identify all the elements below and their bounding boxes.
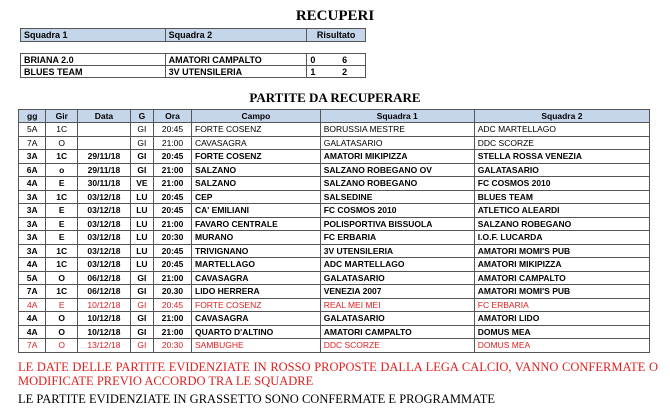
match-row	[19, 285, 650, 299]
g-cell: GI	[130, 136, 153, 150]
ora-cell: 20:30	[154, 231, 192, 245]
campo-cell: MURANO	[192, 231, 321, 245]
match-row	[19, 244, 650, 258]
partite-body	[19, 123, 650, 353]
partite-table	[18, 109, 650, 353]
recuperi-header-row	[21, 29, 366, 42]
gol2-cell: 2	[339, 66, 365, 78]
gg-cell: 3A	[19, 244, 46, 258]
data-cell: 30/11/18	[78, 177, 131, 191]
data-cell: 29/11/18	[78, 150, 131, 164]
campo-cell: MARTELLAGO	[192, 258, 321, 272]
g-cell: GI	[130, 325, 153, 339]
ora-cell: 20:45	[154, 123, 192, 137]
gir-cell: O	[46, 136, 78, 150]
gir-cell: E	[46, 217, 78, 231]
squadra1-cell: GALATASARIO	[320, 136, 474, 150]
gir-cell: O	[46, 271, 78, 285]
data-cell: 10/12/18	[78, 312, 131, 326]
gol1-cell: 0	[307, 54, 339, 66]
gir-cell: o	[46, 163, 78, 177]
squadra2-cell: AMATORI LIDO	[474, 312, 649, 326]
squadra2-cell: BLUES TEAM	[474, 190, 649, 204]
gg-cell: 4A	[19, 258, 46, 272]
g-cell: LU	[130, 258, 153, 272]
squadra1-cell: BLUES TEAM	[21, 66, 166, 78]
gir-cell: 1C	[46, 150, 78, 164]
gir-cell: O	[46, 339, 78, 353]
squadra1-cell: VENEZIA 2007	[320, 285, 474, 299]
squadra2-cell: DOMUS MEA	[474, 325, 649, 339]
match-row	[19, 136, 650, 150]
g-cell: LU	[130, 217, 153, 231]
gg-cell: 7A	[19, 339, 46, 353]
squadra2-cell: ATLETICO ALEARDI	[474, 204, 649, 218]
bold-note: LE PARTITE EVIDENZIATE IN GRASSETTO SONO CONFERMATE E PROGRAMMATE	[18, 392, 496, 406]
header-squadra2: Squadra 2	[165, 29, 307, 42]
gir-cell: E	[46, 231, 78, 245]
gg-cell: 4A	[19, 298, 46, 312]
data-cell	[78, 136, 131, 150]
match-row	[19, 339, 650, 353]
header-ora: Ora	[154, 110, 192, 123]
data-cell: 06/12/18	[78, 285, 131, 299]
squadra1-cell: DDC SCORZE	[320, 339, 474, 353]
recuperi-title: RECUPERI	[295, 8, 375, 24]
g-cell: GI	[130, 150, 153, 164]
campo-cell: FAVARO CENTRALE	[192, 217, 321, 231]
header-data: Data	[78, 110, 131, 123]
header-gg: gg	[19, 110, 46, 123]
squadra2-cell: AMATORI MIKIPIZZA	[474, 258, 649, 272]
campo-cell: FORTE COSENZ	[192, 123, 321, 137]
campo-cell: LIDO HERRERA	[192, 285, 321, 299]
gg-cell: 3A	[19, 150, 46, 164]
gg-cell: 4A	[19, 177, 46, 191]
squadra1-cell: BORUSSIA MESTRE	[320, 123, 474, 137]
match-row	[19, 123, 650, 137]
campo-cell: FORTE COSENZ	[192, 150, 321, 164]
squadra2-cell: SALZANO ROBEGANO	[474, 217, 649, 231]
squadra2-cell: GALATASARIO	[474, 163, 649, 177]
campo-cell: QUARTO D'ALTINO	[192, 325, 321, 339]
squadra1-cell: REAL MEI MEI	[320, 298, 474, 312]
match-row	[19, 217, 650, 231]
ora-cell: 21:00	[154, 136, 192, 150]
g-cell: GI	[130, 298, 153, 312]
g-cell: GI	[130, 312, 153, 326]
ora-cell: 20:45	[154, 298, 192, 312]
ora-cell: 21:00	[154, 163, 192, 177]
gir-cell: 1C	[46, 258, 78, 272]
data-cell: 03/12/18	[78, 244, 131, 258]
squadra2-cell: AMATORI MOMI'S PUB	[474, 244, 649, 258]
squadra2-cell: FC ERBARIA	[474, 298, 649, 312]
match-row	[19, 312, 650, 326]
gg-cell: 4A	[19, 325, 46, 339]
g-cell: GI	[130, 123, 153, 137]
squadra1-cell: ADC MARTELLAGO	[320, 258, 474, 272]
ora-cell: 20:45	[154, 190, 192, 204]
header-gir: Gir	[46, 110, 78, 123]
campo-cell: FORTE COSENZ	[192, 298, 321, 312]
squadra1-cell: 3V UTENSILERIA	[320, 244, 474, 258]
data-cell: 03/12/18	[78, 231, 131, 245]
campo-cell: TRIVIGNANO	[192, 244, 321, 258]
data-cell: 13/12/18	[78, 339, 131, 353]
squadra2-cell: STELLA ROSSA VENEZIA	[474, 150, 649, 164]
ora-cell: 21:00	[154, 312, 192, 326]
match-row	[19, 150, 650, 164]
squadra2-cell: ADC MARTELLAGO	[474, 123, 649, 137]
gg-cell: 3A	[19, 217, 46, 231]
gg-cell: 7A	[19, 136, 46, 150]
data-cell: 03/12/18	[78, 217, 131, 231]
match-row	[19, 258, 650, 272]
gg-cell: 3A	[19, 204, 46, 218]
gir-cell: O	[46, 325, 78, 339]
data-cell: 03/12/18	[78, 190, 131, 204]
gol2-cell: 6	[339, 54, 365, 66]
data-cell	[78, 123, 131, 137]
gir-cell: E	[46, 204, 78, 218]
squadra2-cell: AMATORI CAMPALTO	[165, 54, 307, 66]
squadra1-cell: AMATORI CAMPALTO	[320, 325, 474, 339]
header-risultato: Risultato	[307, 29, 366, 42]
data-cell: 29/11/18	[78, 163, 131, 177]
campo-cell: CAVASAGRA	[192, 312, 321, 326]
gg-cell: 5A	[19, 123, 46, 137]
g-cell: LU	[130, 244, 153, 258]
g-cell: LU	[130, 190, 153, 204]
g-cell: GI	[130, 339, 153, 353]
g-cell: VE	[130, 177, 153, 191]
gg-cell: 7A	[19, 285, 46, 299]
ora-cell: 20.30	[154, 285, 192, 299]
match-row	[19, 298, 650, 312]
squadra2-cell: DOMUS MEA	[474, 339, 649, 353]
gir-cell: 1C	[46, 190, 78, 204]
gir-cell: O	[46, 312, 78, 326]
campo-cell: CA' EMILIANI	[192, 204, 321, 218]
campo-cell: SALZANO	[192, 177, 321, 191]
recuperi-row	[21, 54, 366, 66]
squadra1-cell: POLISPORTIVA BISSUOLA	[320, 217, 474, 231]
gg-cell: 6A	[19, 163, 46, 177]
gg-cell: 5A	[19, 271, 46, 285]
g-cell: LU	[130, 231, 153, 245]
header-squadra1: Squadra 1	[21, 29, 166, 42]
ora-cell: 20:30	[154, 339, 192, 353]
ora-cell: 20:45	[154, 150, 192, 164]
match-row	[19, 163, 650, 177]
squadra1-cell: SALZANO ROBEGANO OV	[320, 163, 474, 177]
data-cell: 03/12/18	[78, 258, 131, 272]
campo-cell: SALZANO	[192, 163, 321, 177]
squadra1-cell: AMATORI MIKIPIZZA	[320, 150, 474, 164]
header-squadra2: Squadra 2	[474, 110, 649, 123]
g-cell: LU	[130, 204, 153, 218]
ora-cell: 21:00	[154, 325, 192, 339]
header-campo: Campo	[192, 110, 321, 123]
match-row	[19, 190, 650, 204]
ora-cell: 20:45	[154, 258, 192, 272]
partite-header-row	[19, 110, 650, 123]
match-row	[19, 271, 650, 285]
gir-cell: E	[46, 177, 78, 191]
data-cell: 03/12/18	[78, 204, 131, 218]
squadra1-cell: FC ERBARIA	[320, 231, 474, 245]
ora-cell: 21:00	[154, 271, 192, 285]
campo-cell: CAVASAGRA	[192, 136, 321, 150]
squadra1-cell: GALATASARIO	[320, 271, 474, 285]
squadra1-cell: GALATASARIO	[320, 312, 474, 326]
ora-cell: 20:45	[154, 204, 192, 218]
data-cell: 06/12/18	[78, 271, 131, 285]
squadra2-cell: 3V UTENSILERIA	[165, 66, 307, 78]
squadra2-cell: AMATORI MOMI'S PUB	[474, 285, 649, 299]
ora-cell: 21:00	[154, 217, 192, 231]
g-cell: GI	[130, 271, 153, 285]
g-cell: GI	[130, 285, 153, 299]
gg-cell: 4A	[19, 312, 46, 326]
campo-cell: CEP	[192, 190, 321, 204]
red-note: LE DATE DELLE PARTITE EVIDENZIATE IN ROSSO PROPOSTE DALLA LEGA CALCIO, VANNO CONFERMATE O MODIFICATE PREVIO ACCORDO TRA LE SQUADRE	[18, 360, 658, 388]
campo-cell: CAVASAGRA	[192, 271, 321, 285]
gir-cell: E	[46, 298, 78, 312]
recuperi-table	[20, 28, 366, 78]
header-squadra1: Squadra 1	[320, 110, 474, 123]
match-row	[19, 177, 650, 191]
recuperi-row	[21, 66, 366, 78]
match-row	[19, 204, 650, 218]
squadra1-cell: SALSEDINE	[320, 190, 474, 204]
squadra1-cell: BRIANA 2.0	[21, 54, 166, 66]
gg-cell: 3A	[19, 231, 46, 245]
gir-cell: 1C	[46, 244, 78, 258]
header-g: G	[130, 110, 153, 123]
gol1-cell: 1	[307, 66, 339, 78]
squadra1-cell: FC COSMOS 2010	[320, 204, 474, 218]
partite-title: PARTITE DA RECUPERARE	[249, 90, 421, 105]
ora-cell: 21:00	[154, 177, 192, 191]
squadra1-cell: SALZANO ROBEGANO	[320, 177, 474, 191]
campo-cell: SAMBUGHE	[192, 339, 321, 353]
gir-cell: 1C	[46, 285, 78, 299]
match-row	[19, 325, 650, 339]
data-cell: 10/12/18	[78, 298, 131, 312]
gg-cell: 3A	[19, 190, 46, 204]
squadra2-cell: AMATORI CAMPALTO	[474, 271, 649, 285]
squadra2-cell: I.O.F. LUCARDA	[474, 231, 649, 245]
match-row	[19, 231, 650, 245]
squadra2-cell: FC COSMOS 2010	[474, 177, 649, 191]
data-cell: 10/12/18	[78, 325, 131, 339]
g-cell: GI	[130, 163, 153, 177]
ora-cell: 20:45	[154, 244, 192, 258]
squadra2-cell: DDC SCORZE	[474, 136, 649, 150]
gir-cell: 1C	[46, 123, 78, 137]
